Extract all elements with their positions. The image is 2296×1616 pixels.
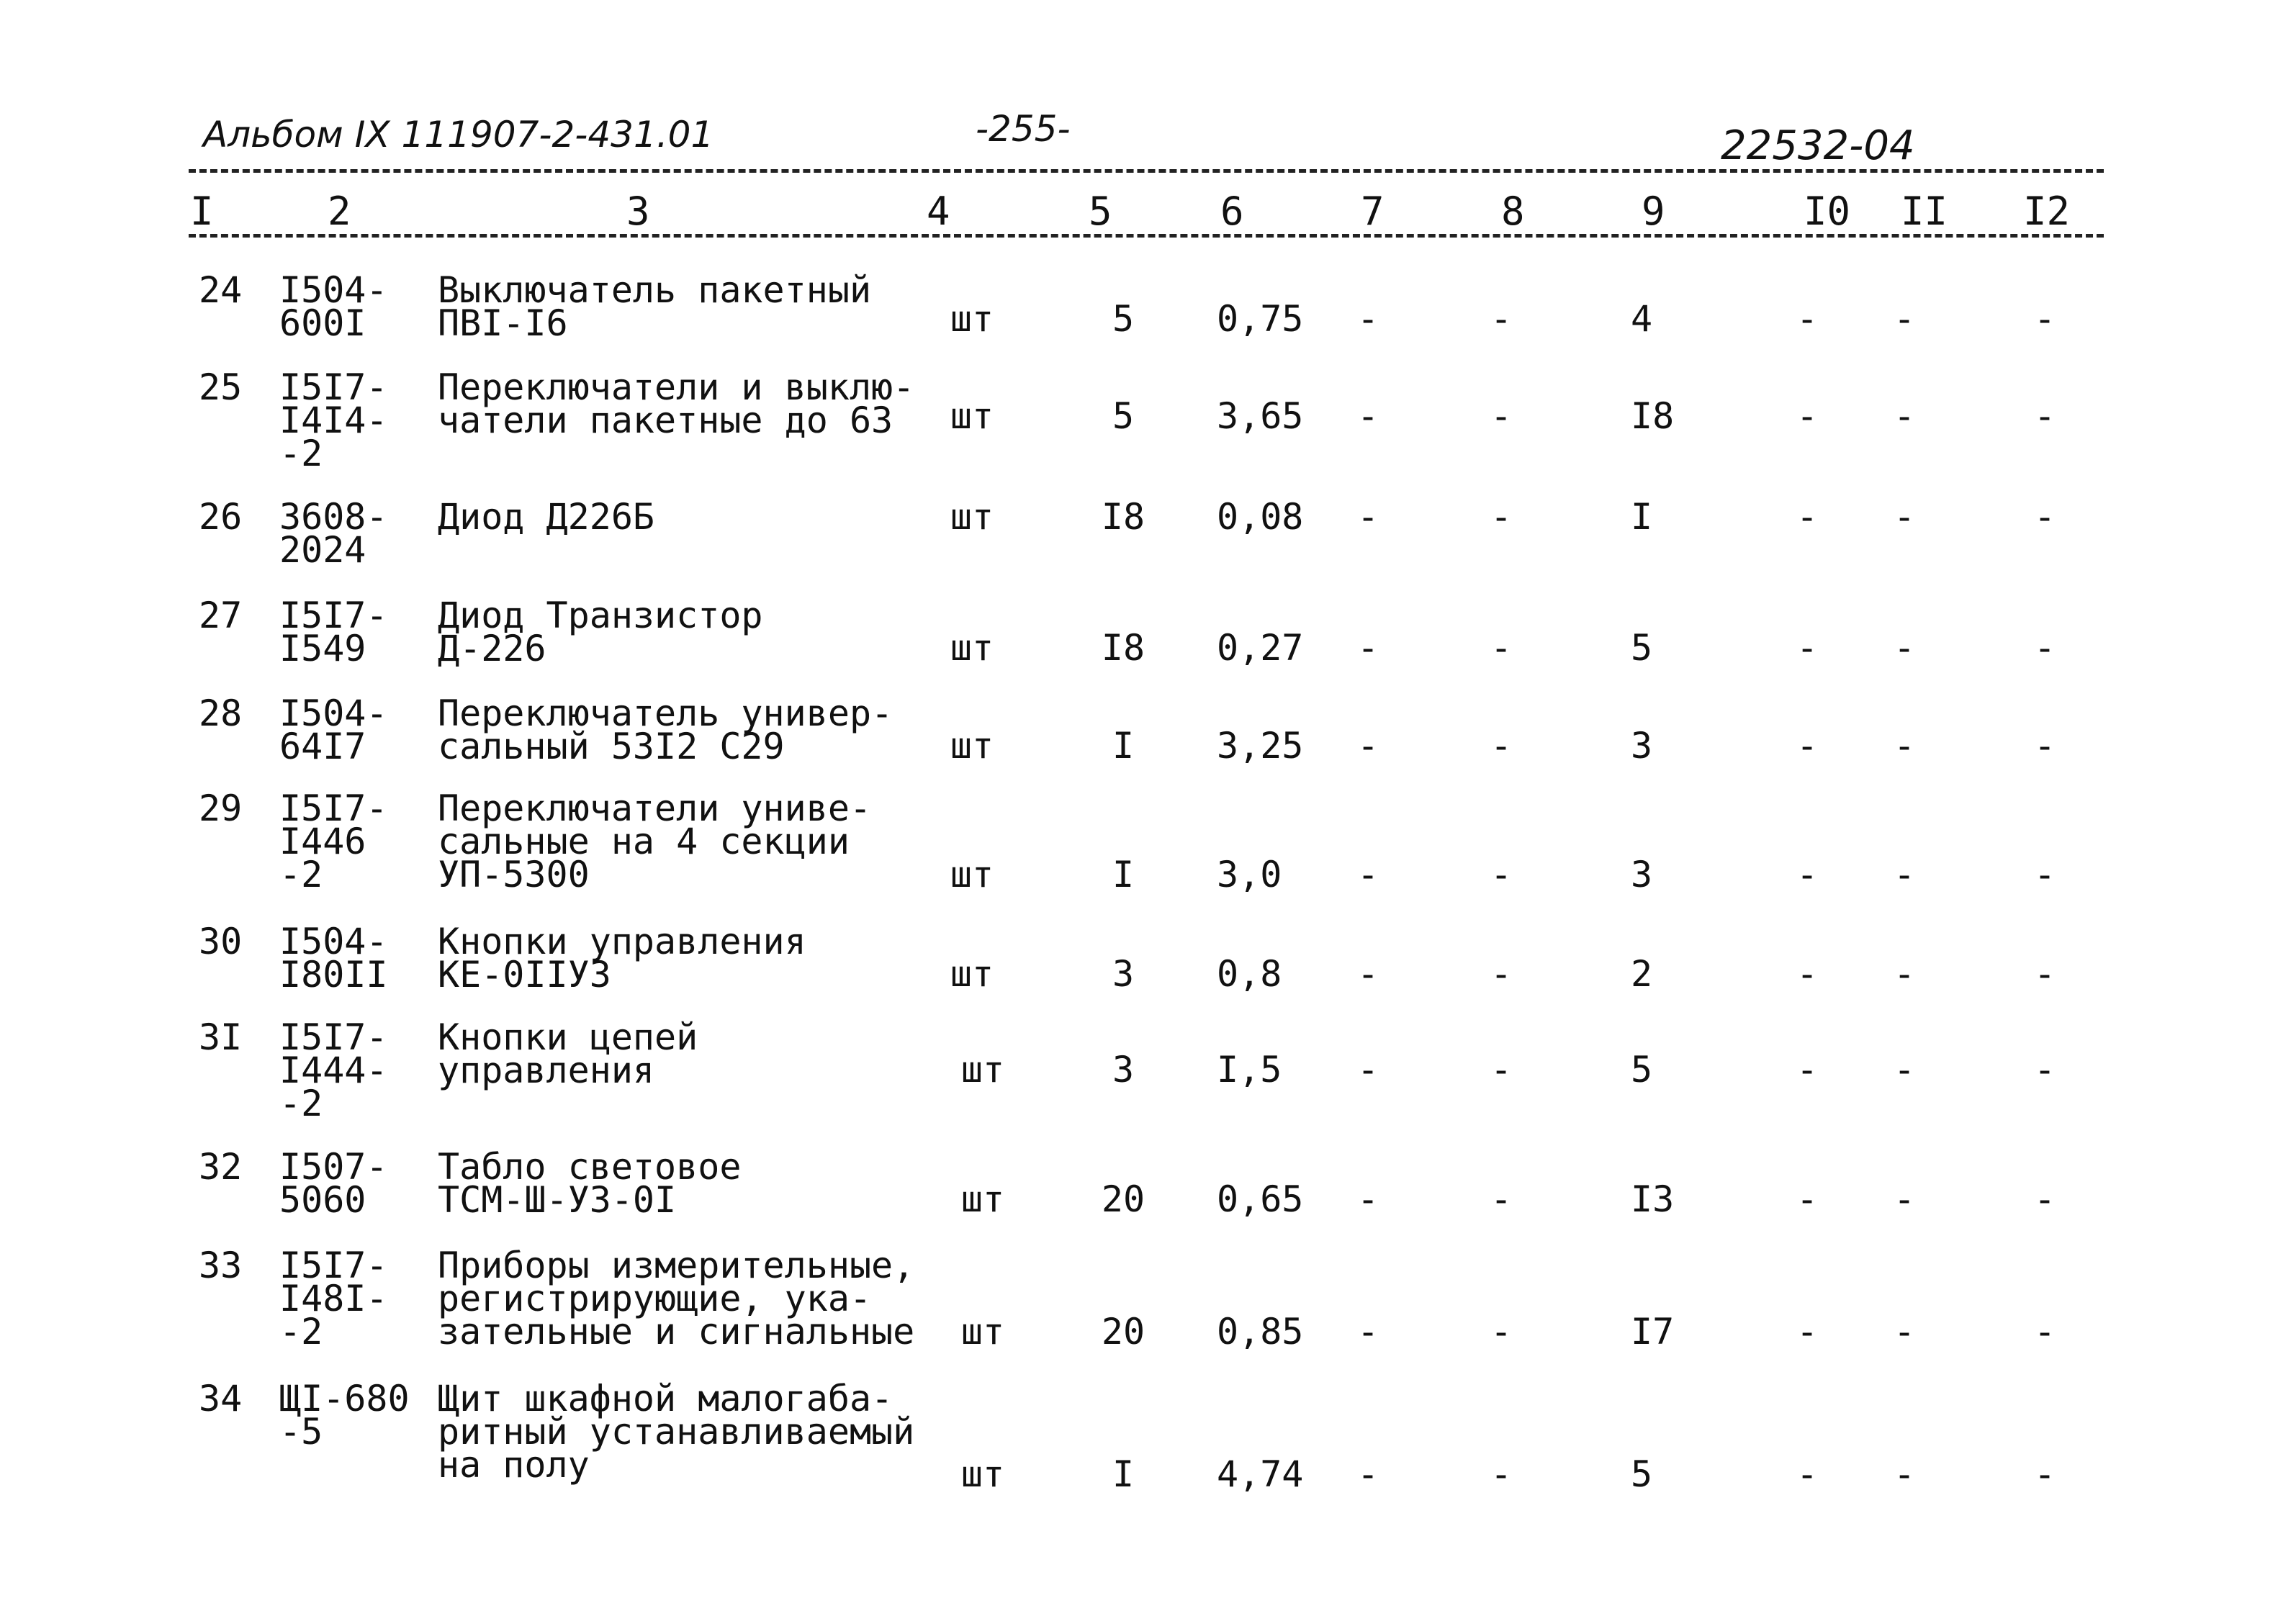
item-name: Переключатель универ- сальный 53I2 С29 xyxy=(438,692,893,767)
item-code: I504- 600I xyxy=(279,269,388,344)
item-value: 4,74 xyxy=(1217,1453,1304,1495)
column-9-value: 4 xyxy=(1631,298,1653,340)
column-7-value: - xyxy=(1356,1049,1379,1091)
row-number: 28 xyxy=(199,692,243,734)
item-code: I5I7- I4I4- -2 xyxy=(279,366,388,474)
column-11-value: - xyxy=(1893,627,1916,669)
column-number-3: 3 xyxy=(626,189,650,234)
table-row xyxy=(0,366,2296,474)
item-name: Кнопки управления КЕ-0IIУ3 xyxy=(438,921,806,996)
item-name: Кнопки цепей управления xyxy=(438,1016,698,1091)
row-number: 30 xyxy=(199,921,243,962)
item-quantity: I xyxy=(1112,725,1135,767)
row-number: 25 xyxy=(199,366,243,408)
column-12-value: - xyxy=(2033,627,2056,669)
item-unit: шт xyxy=(950,627,994,669)
column-number-5: 5 xyxy=(1089,189,1112,234)
column-10-value: - xyxy=(1796,395,1819,437)
row-number: 29 xyxy=(199,787,243,829)
column-9-value: I7 xyxy=(1631,1311,1675,1353)
column-7-value: - xyxy=(1356,298,1379,340)
column-7-value: - xyxy=(1356,496,1379,538)
item-code: I504- 64I7 xyxy=(279,692,388,767)
item-code: ЩI-680 -5 xyxy=(279,1378,410,1453)
column-9-value: 5 xyxy=(1631,1453,1653,1495)
column-12-value: - xyxy=(2033,1311,2056,1353)
row-number: 33 xyxy=(199,1245,243,1286)
row-number: 32 xyxy=(199,1146,243,1188)
column-11-value: - xyxy=(1893,1178,1916,1220)
column-12-value: - xyxy=(2033,1453,2056,1495)
item-unit: шт xyxy=(950,395,994,437)
column-8-value: - xyxy=(1490,1049,1513,1091)
item-unit: шт xyxy=(950,854,994,895)
document-code: 22532-04 xyxy=(1721,122,1915,169)
item-name: Диод Д226Б xyxy=(438,496,655,538)
column-12-value: - xyxy=(2033,496,2056,538)
column-7-value: - xyxy=(1356,725,1379,767)
item-value: 3,0 xyxy=(1217,854,1282,895)
row-number: 34 xyxy=(199,1378,243,1419)
column-7-value: - xyxy=(1356,627,1379,669)
row-number: 26 xyxy=(199,496,243,538)
column-9-value: I3 xyxy=(1631,1178,1675,1220)
column-11-value: - xyxy=(1893,953,1916,995)
column-9-value: I8 xyxy=(1631,395,1675,437)
column-8-value: - xyxy=(1490,725,1513,767)
item-value: 0,75 xyxy=(1217,298,1304,340)
item-code: I507- 5060 xyxy=(279,1146,388,1221)
column-7-value: - xyxy=(1356,1178,1379,1220)
column-10-value: - xyxy=(1796,725,1819,767)
column-10-value: - xyxy=(1796,854,1819,895)
item-value: 0,27 xyxy=(1217,627,1304,669)
item-value: 0,08 xyxy=(1217,496,1304,538)
column-8-value: - xyxy=(1490,627,1513,669)
column-11-value: - xyxy=(1893,1049,1916,1091)
item-unit: шт xyxy=(960,1311,1005,1353)
item-code: I504- I80II xyxy=(279,921,388,996)
column-number-11: II xyxy=(1901,189,1948,234)
table-row xyxy=(0,1016,2296,1124)
column-9-value: 5 xyxy=(1631,1049,1653,1091)
table-row xyxy=(0,1378,2296,1495)
column-8-value: - xyxy=(1490,496,1513,538)
item-value: 0,65 xyxy=(1217,1178,1304,1220)
column-12-value: - xyxy=(2033,1049,2056,1091)
column-12-value: - xyxy=(2033,953,2056,995)
item-value: 0,85 xyxy=(1217,1311,1304,1353)
table-row xyxy=(0,595,2296,669)
column-12-value: - xyxy=(2033,395,2056,437)
column-number-4: 4 xyxy=(927,189,950,234)
column-8-value: - xyxy=(1490,395,1513,437)
column-12-value: - xyxy=(2033,725,2056,767)
column-8-value: - xyxy=(1490,1311,1513,1353)
column-10-value: - xyxy=(1796,298,1819,340)
item-unit: шт xyxy=(960,1178,1005,1220)
column-number-12: I2 xyxy=(2023,189,2071,234)
column-9-value: I xyxy=(1631,496,1653,538)
column-7-value: - xyxy=(1356,953,1379,995)
item-quantity: 5 xyxy=(1112,395,1135,437)
item-quantity: 3 xyxy=(1112,1049,1135,1091)
item-name: Щит шкафной малогаба- ритный устанавливаемый на полу xyxy=(438,1378,915,1486)
column-number-2: 2 xyxy=(328,189,351,234)
item-quantity: I xyxy=(1112,854,1135,895)
column-12-value: - xyxy=(2033,1178,2056,1220)
item-quantity: 5 xyxy=(1112,298,1135,340)
column-9-value: 3 xyxy=(1631,854,1653,895)
table-row xyxy=(0,692,2296,767)
item-value: 3,25 xyxy=(1217,725,1304,767)
item-value: 3,65 xyxy=(1217,395,1304,437)
column-10-value: - xyxy=(1796,1178,1819,1220)
header-rule-bottom xyxy=(189,234,2104,238)
column-7-value: - xyxy=(1356,1311,1379,1353)
column-11-value: - xyxy=(1893,496,1916,538)
column-11-value: - xyxy=(1893,854,1916,895)
row-number: 3I xyxy=(199,1016,243,1058)
column-7-value: - xyxy=(1356,854,1379,895)
column-10-value: - xyxy=(1796,1049,1819,1091)
item-unit: шт xyxy=(950,725,994,767)
column-11-value: - xyxy=(1893,725,1916,767)
table-row xyxy=(0,496,2296,571)
item-quantity: I8 xyxy=(1101,627,1145,669)
column-8-value: - xyxy=(1490,298,1513,340)
item-name: Табло световое ТСМ-Ш-УЗ-0I xyxy=(438,1146,742,1221)
column-8-value: - xyxy=(1490,854,1513,895)
table-row xyxy=(0,269,2296,344)
table-row xyxy=(0,921,2296,996)
column-8-value: - xyxy=(1490,1178,1513,1220)
column-number-7: 7 xyxy=(1361,189,1385,234)
item-code: I5I7- I446 -2 xyxy=(279,787,388,895)
item-unit: шт xyxy=(950,298,994,340)
table-row xyxy=(0,1245,2296,1353)
column-7-value: - xyxy=(1356,1453,1379,1495)
table-row xyxy=(0,1146,2296,1221)
column-9-value: 3 xyxy=(1631,725,1653,767)
item-code: I5I7- I444- -2 xyxy=(279,1016,388,1124)
column-8-value: - xyxy=(1490,953,1513,995)
column-number-10: I0 xyxy=(1804,189,1851,234)
item-name: Переключатели и выклю- чатели пакетные до 63 xyxy=(438,366,915,441)
row-number: 24 xyxy=(199,269,243,311)
item-quantity: I8 xyxy=(1101,496,1145,538)
column-10-value: - xyxy=(1796,1311,1819,1353)
column-11-value: - xyxy=(1893,395,1916,437)
item-quantity: 20 xyxy=(1101,1311,1145,1353)
table-row xyxy=(0,787,2296,895)
column-9-value: 2 xyxy=(1631,953,1653,995)
column-10-value: - xyxy=(1796,627,1819,669)
column-11-value: - xyxy=(1893,298,1916,340)
item-unit: шт xyxy=(960,1453,1005,1495)
column-10-value: - xyxy=(1796,1453,1819,1495)
item-quantity: 20 xyxy=(1101,1178,1145,1220)
item-unit: шт xyxy=(960,1049,1005,1091)
item-value: I,5 xyxy=(1217,1049,1282,1091)
column-number-9: 9 xyxy=(1642,189,1665,234)
column-8-value: - xyxy=(1490,1453,1513,1495)
column-7-value: - xyxy=(1356,395,1379,437)
item-name: Диод Транзистор Д-226 xyxy=(438,595,763,669)
item-code: I5I7- I48I- -2 xyxy=(279,1245,388,1353)
column-12-value: - xyxy=(2033,298,2056,340)
item-quantity: 3 xyxy=(1112,953,1135,995)
column-number-8: 8 xyxy=(1501,189,1525,234)
row-number: 27 xyxy=(199,595,243,636)
item-name: Выключатель пакетный ПВI-I6 xyxy=(438,269,872,344)
item-name: Приборы измерительные, регистрирующие, ука- зательные и сигнальные xyxy=(438,1245,915,1353)
item-code: 3608- 2024 xyxy=(279,496,388,571)
item-code: I5I7- I549 xyxy=(279,595,388,669)
column-number-6: 6 xyxy=(1220,189,1244,234)
column-10-value: - xyxy=(1796,953,1819,995)
item-quantity: I xyxy=(1112,1453,1135,1495)
column-12-value: - xyxy=(2033,854,2056,895)
column-9-value: 5 xyxy=(1631,627,1653,669)
page-number: -255- xyxy=(976,108,1071,150)
column-number-1: I xyxy=(190,189,214,234)
column-10-value: - xyxy=(1796,496,1819,538)
header-rule-top xyxy=(189,169,2104,173)
column-11-value: - xyxy=(1893,1311,1916,1353)
item-value: 0,8 xyxy=(1217,953,1282,995)
item-unit: шт xyxy=(950,953,994,995)
item-name: Переключатели униве- сальные на 4 секции УП-5300 xyxy=(438,787,872,895)
album-label: Альбом IX 111907-2-431.01 xyxy=(203,114,714,155)
item-unit: шт xyxy=(950,496,994,538)
column-11-value: - xyxy=(1893,1453,1916,1495)
